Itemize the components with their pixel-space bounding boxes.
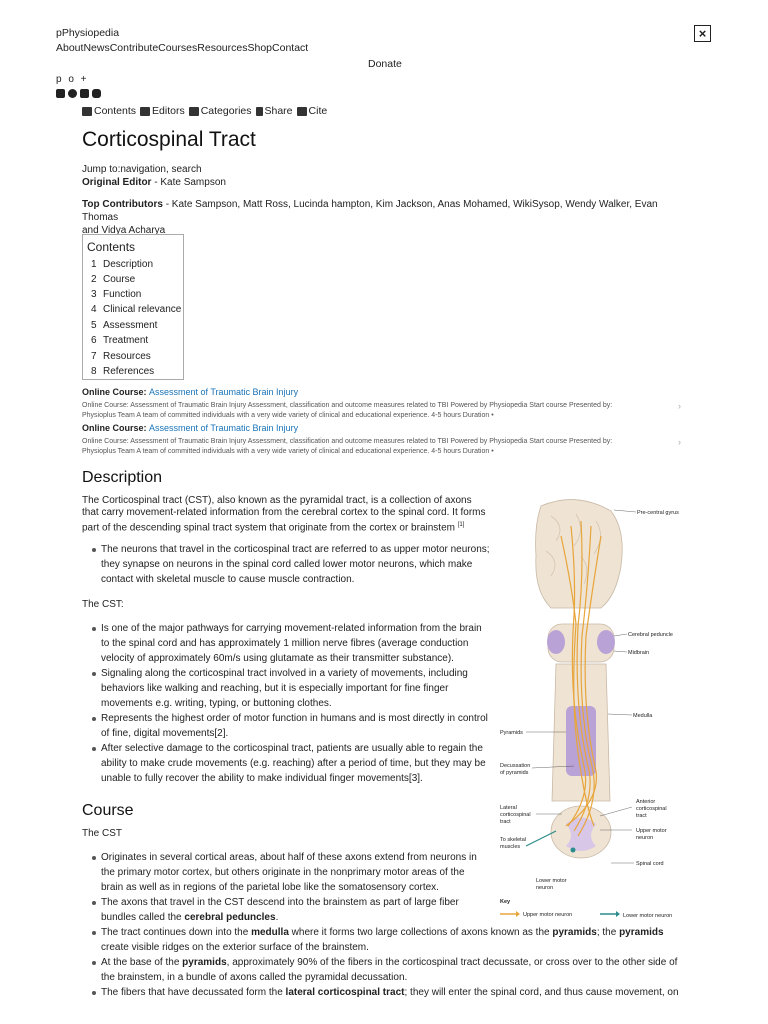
key-lower-motor-neuron: Lower motor neuron	[623, 913, 673, 919]
page-title: Corticospinal Tract	[82, 128, 256, 151]
list-item: Originates in several cortical areas, about half of these axons extend from neurons in the primary motor cortex, but others originate in the nonprimary motor areas of the brain as well as in regions of the parietal lobe like the somatosensory cortex.	[92, 850, 682, 895]
label-decussation: Decussation	[500, 763, 531, 769]
label-lateral-tract: Lateral	[500, 805, 517, 811]
site-name[interactable]: pPhysiopedia	[56, 27, 120, 39]
main-nav	[56, 42, 308, 54]
toolbar-categories[interactable]: Categories	[189, 105, 252, 117]
label-pyramids: Pyramids	[500, 730, 523, 736]
the-cst-label: The CST:	[82, 599, 124, 610]
nav-courses[interactable]: Courses	[158, 42, 198, 54]
label-medulla: Medulla	[633, 713, 653, 719]
svg-text:neuron: neuron	[536, 885, 554, 891]
toc-item-assessment[interactable]: 5 Assessment	[91, 320, 158, 331]
jump-links[interactable]: Jump to:navigation, search	[82, 164, 202, 175]
article-toolbar	[82, 105, 327, 117]
label-lower-motor-neuron: Lower motor	[536, 878, 567, 884]
github-icon[interactable]	[68, 89, 77, 98]
original-editor: Original Editor - Kate Sampson	[82, 177, 226, 188]
svg-text:corticospinal: corticospinal	[636, 806, 667, 812]
svg-text:muscles: muscles	[500, 844, 521, 850]
heading-description: Description	[82, 469, 163, 486]
course-intro: The CST	[82, 828, 123, 839]
list-item: The axons that travel in the CST descend into the brainstem as part of large fiber bundles called the cerebral peduncles.	[92, 895, 682, 925]
list-icon	[82, 107, 92, 116]
nav-contribute[interactable]: Contribute	[109, 42, 159, 54]
linkedin-icon[interactable]	[80, 89, 89, 98]
toc-item-clinical-relevance[interactable]: 4 Clinical relevance	[91, 304, 182, 315]
svg-text:tract: tract	[636, 813, 647, 819]
toolbar-editors[interactable]: Editors	[140, 105, 185, 117]
share-icon	[256, 107, 263, 116]
institution-icon	[297, 107, 307, 116]
twitter-icon[interactable]	[56, 89, 65, 98]
peduncle-left	[547, 630, 565, 654]
label-upper-motor-neuron: Upper motor	[636, 828, 667, 834]
course-link-1[interactable]: Assessment of Traumatic Brain Injury	[149, 387, 299, 397]
list-item: The neurons that travel in the corticospinal tract are referred to as upper motor neurons; they synapse on neurons in the spinal cord called lower motor neurons, which make contact with skeletal muscle to cause muscle contraction.	[92, 542, 492, 587]
toc-item-course[interactable]: 2 Course	[91, 274, 136, 285]
toc-item-resources[interactable]: 7 Resources	[91, 351, 151, 362]
nav-resources[interactable]: Resources	[197, 42, 248, 54]
brain-shape	[536, 500, 623, 608]
label-precentral: Pre-central gyrus	[637, 510, 679, 516]
toc-item-treatment[interactable]: 6 Treatment	[91, 335, 149, 346]
course-desc-2: Online Course: Assessment of Traumatic Brain Injury Assessment, classification and outcome measures related to TBI Powered by Physiopedia Start course Presented by: Physioplus Team A team of committed individuals with a very wide variety of clinical and educational experience. 4-5 hours Duration •	[82, 438, 613, 455]
chevron-right-icon[interactable]: ›	[678, 401, 681, 411]
mini-controls[interactable]: p o +	[56, 74, 89, 85]
list-item: The tract continues down into the medulla where it forms two large collections of axons known as the pyramids; the pyramids create visible ridges on the exterior surface of the brainstem.	[92, 925, 682, 955]
key-title: Key	[500, 899, 511, 905]
youtube-icon[interactable]	[92, 89, 101, 98]
chevron-right-icon[interactable]: ›	[678, 437, 681, 447]
donate-link[interactable]: Donate	[368, 58, 402, 70]
list-item: The fibers that have decussated form the lateral corticospinal tract; they will enter the spinal cord, and thus cause movement, on	[92, 985, 682, 1000]
users-icon	[140, 107, 150, 116]
top-contributors: Top Contributors - Kate Sampson, Matt Ross, Lucinda hampton, Kim Jackson, Anas Mohamed, WikiSysop, Wendy Walker, Evan Thomas and Vidya Acharya	[82, 199, 658, 236]
svg-text:neuron: neuron	[636, 835, 654, 841]
toc-item-function[interactable]: 3 Function	[91, 289, 142, 300]
toc-item-description[interactable]: 1 Description	[91, 259, 154, 270]
description-paragraph: The Corticospinal tract (CST), also known as the pyramidal tract, is a collection of axons that carry movement-related information from the cerebral cortex to the spinal cord. It forms part of the descending spinal tract system that originate from the cortex or brainstem [1]	[82, 495, 486, 534]
corticospinal-tract-figure	[496, 496, 686, 922]
list-item: Signaling along the corticospinal tract involved in a variety of movements, including behaviors like walking and reaching, but it is especially important for fine finger movements e.g. writing, typing, or buttoning clothes.	[92, 666, 494, 711]
label-anterior-tract: Anterior	[636, 799, 656, 805]
course-banner-2: Online Course: Assessment of Traumatic Brain Injury	[82, 423, 299, 433]
label-peduncle: Cerebral peduncle	[628, 632, 673, 638]
nav-news[interactable]: News	[83, 42, 110, 54]
svg-text:tract: tract	[500, 819, 511, 825]
svg-text:corticospinal: corticospinal	[500, 812, 531, 818]
label-skeletal-muscles: To skeletal	[500, 837, 526, 843]
list-item: Is one of the major pathways for carrying movement-related information from the brain to the spinal cord and has approximately 1 million nerve fibres (average conduction velocity of approximately 60m/s using glutamate as their transmitter substance).	[92, 621, 494, 666]
course-banner-1: Online Course: Assessment of Traumatic Brain Injury	[82, 387, 299, 397]
key-upper-motor-neuron: Upper motor neuron	[523, 912, 573, 918]
tags-icon	[189, 107, 199, 116]
table-of-contents	[82, 234, 184, 380]
toc-title: Contents	[87, 240, 136, 254]
heading-course: Course	[82, 802, 134, 819]
label-midbrain: Midbrain	[628, 650, 650, 656]
nav-contact[interactable]: Contact	[272, 42, 309, 54]
course-link-2[interactable]: Assessment of Traumatic Brain Injury	[149, 423, 299, 433]
description-bullets-1	[92, 542, 492, 587]
social-links	[56, 89, 101, 98]
peduncle-right	[597, 630, 615, 654]
label-spinal-cord: Spinal cord	[636, 861, 664, 867]
list-item: At the base of the pyramids, approximately 90% of the fibers in the corticospinal tract decussate, or cross over to the other side of the brainstem, in a bundle of axons called the pyramidal decussation.	[92, 955, 682, 985]
toolbar-cite[interactable]: Cite	[297, 105, 328, 117]
description-bullets-2	[92, 621, 494, 786]
nav-about[interactable]: About	[56, 42, 84, 54]
toc-item-references[interactable]: 8 References	[91, 366, 155, 377]
list-item: Represents the highest order of motor function in humans and is most directly in control of fine, digital movements[2].	[92, 711, 494, 741]
course-desc-1: Online Course: Assessment of Traumatic Brain Injury Assessment, classification and outcome measures related to TBI Powered by Physiopedia Start course Presented by: Physioplus Team A team of committed individuals with a very wide variety of clinical and educational experience. 4-5 hours Duration •	[82, 402, 613, 419]
svg-text:of pyramids: of pyramids	[500, 770, 529, 776]
list-item: After selective damage to the corticospinal tract, patients are usually able to regain the ability to make crude movements (e.g. reaching) after a period of time, but they may be unable to fully recover the ability to make individual finger movements[3].	[92, 741, 494, 786]
toolbar-contents[interactable]: Contents	[82, 105, 136, 117]
nav-shop[interactable]: Shop	[247, 42, 273, 54]
toolbar-share[interactable]: Share	[256, 105, 293, 117]
close-button[interactable]: ×	[694, 25, 711, 42]
